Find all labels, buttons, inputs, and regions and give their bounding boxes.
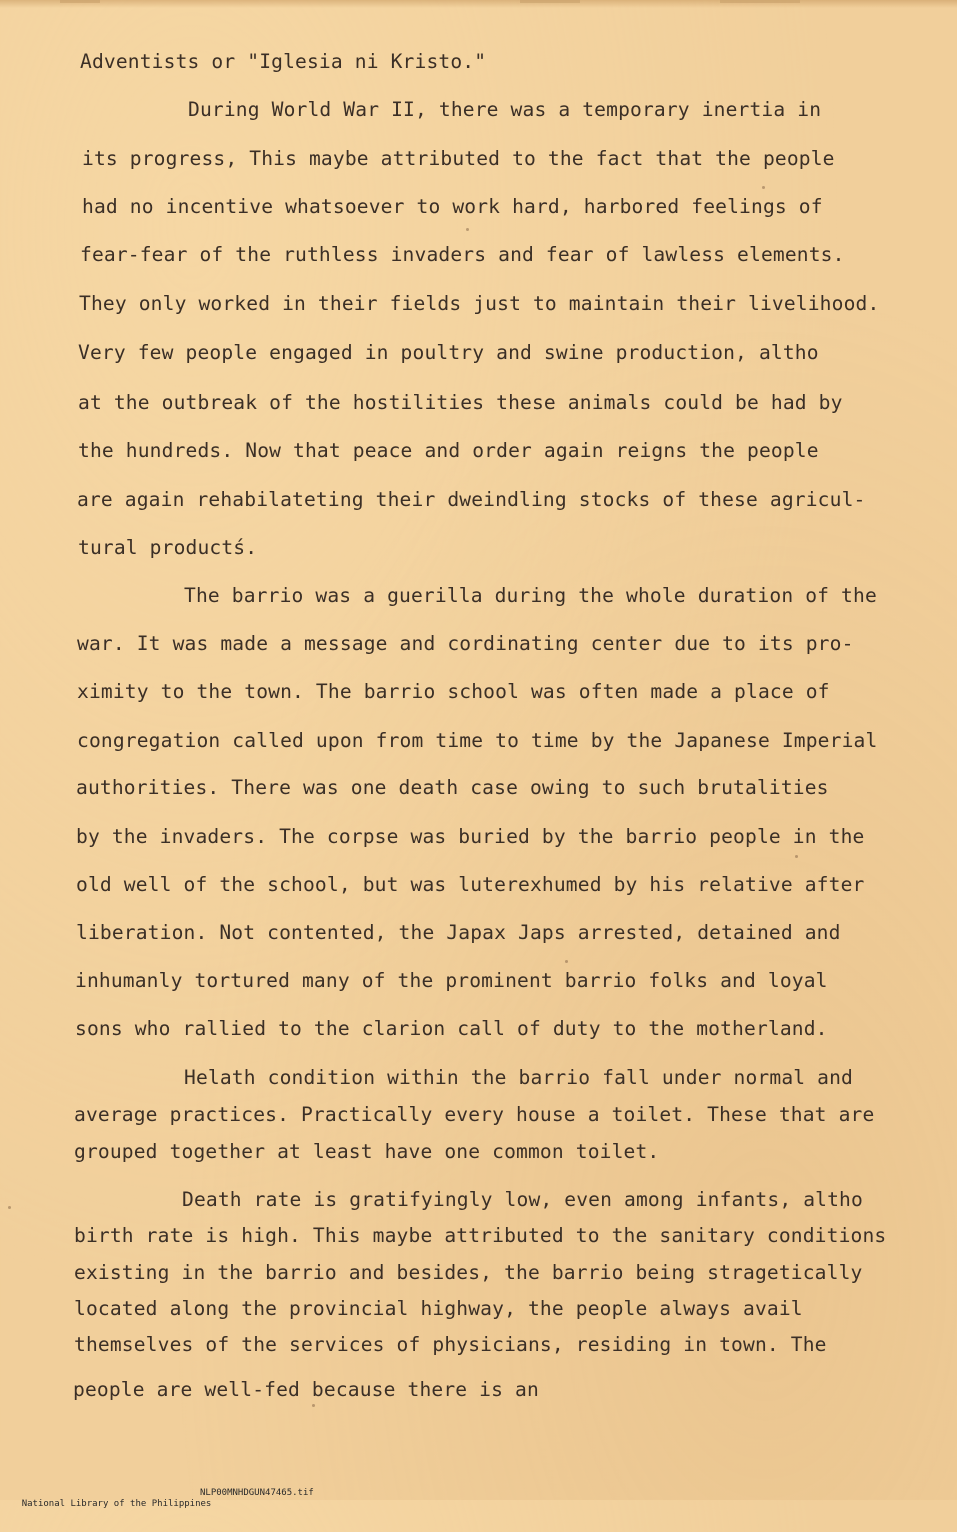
paper-speck xyxy=(565,960,568,963)
text-line: the hundreds. Now that peace and order again reigns the people xyxy=(78,439,819,462)
paper-stain xyxy=(720,0,800,3)
text-line: Death rate is gratifyingly low, even among infants, altho xyxy=(182,1188,863,1211)
text-line: They only worked in their fields just to maintain their livelihood. xyxy=(79,292,880,315)
text-line: liberation. Not contented, the Japax Japs arrested, detained and xyxy=(76,921,841,944)
paper-speck xyxy=(8,1206,11,1209)
text-line: inhumanly tortured many of the prominent barrio folks and loyal xyxy=(75,969,828,992)
text-line: are again rehabilateting their dweindling stocks of these agricul- xyxy=(77,488,866,511)
text-line: sons who rallied to the clarion call of duty to the motherland. xyxy=(75,1017,828,1040)
text-line: birth rate is high. This maybe attributed to the sanitary conditions xyxy=(74,1224,887,1247)
paper-speck xyxy=(795,855,798,858)
text-line: The barrio was a guerilla during the whole duration of the xyxy=(184,584,877,607)
text-line: by the invaders. The corpse was buried by the barrio people in the xyxy=(76,825,865,848)
paper-speck xyxy=(466,228,469,231)
text-line: its progress, This maybe attributed to the fact that the people xyxy=(82,147,835,170)
text-line: had no incentive whatsoever to work hard, harbored feelings of xyxy=(82,195,823,218)
text-line: grouped together at least have one common toilet. xyxy=(74,1140,660,1163)
text-line: Adventists or "Iglesia ni Kristo." xyxy=(80,50,487,73)
paper-stain xyxy=(60,0,100,3)
text-line: fear-fear of the ruthless invaders and fear of lawless elements. xyxy=(80,243,845,266)
text-line: tural productś. xyxy=(78,536,258,559)
paper-stain xyxy=(520,0,580,3)
footer-file-label: NLP00MNHDGUN47465.tif xyxy=(200,1488,314,1498)
text-line: average practices. Practically every house a toilet. These that are xyxy=(74,1103,875,1126)
text-line: war. It was made a message and cordinating center due to its pro- xyxy=(77,632,854,655)
text-line: old well of the school, but was luterexhumed by his relative after xyxy=(76,873,865,896)
text-line: authorities. There was one death case owing to such brutalities xyxy=(76,776,829,799)
text-line: During World War II, there was a temporary inertia in xyxy=(188,98,822,121)
text-line: Helath condition within the barrio fall under normal and xyxy=(184,1066,853,1089)
scan-footer xyxy=(0,1488,314,1532)
paper-speck xyxy=(312,1404,315,1407)
paper-speck xyxy=(762,186,765,189)
text-line: people are well-fed because there is an xyxy=(73,1378,539,1401)
footer-library-label: National Library of the Philippines xyxy=(21,1499,212,1509)
text-line: congregation called upon from time to time by the Japanese Imperial xyxy=(77,729,878,752)
paper-top-edge xyxy=(0,0,957,8)
text-line: ximity to the town. The barrio school was often made a place of xyxy=(77,680,830,703)
text-line: themselves of the services of physicians, residing in town. The xyxy=(74,1333,827,1356)
text-line: Very few people engaged in poultry and swine production, altho xyxy=(78,341,819,364)
text-line: at the outbreak of the hostilities these animals could be had by xyxy=(78,391,843,414)
text-line: located along the provincial highway, the people always avail xyxy=(74,1297,803,1320)
text-line: existing in the barrio and besides, the barrio being stragetically xyxy=(74,1261,863,1284)
